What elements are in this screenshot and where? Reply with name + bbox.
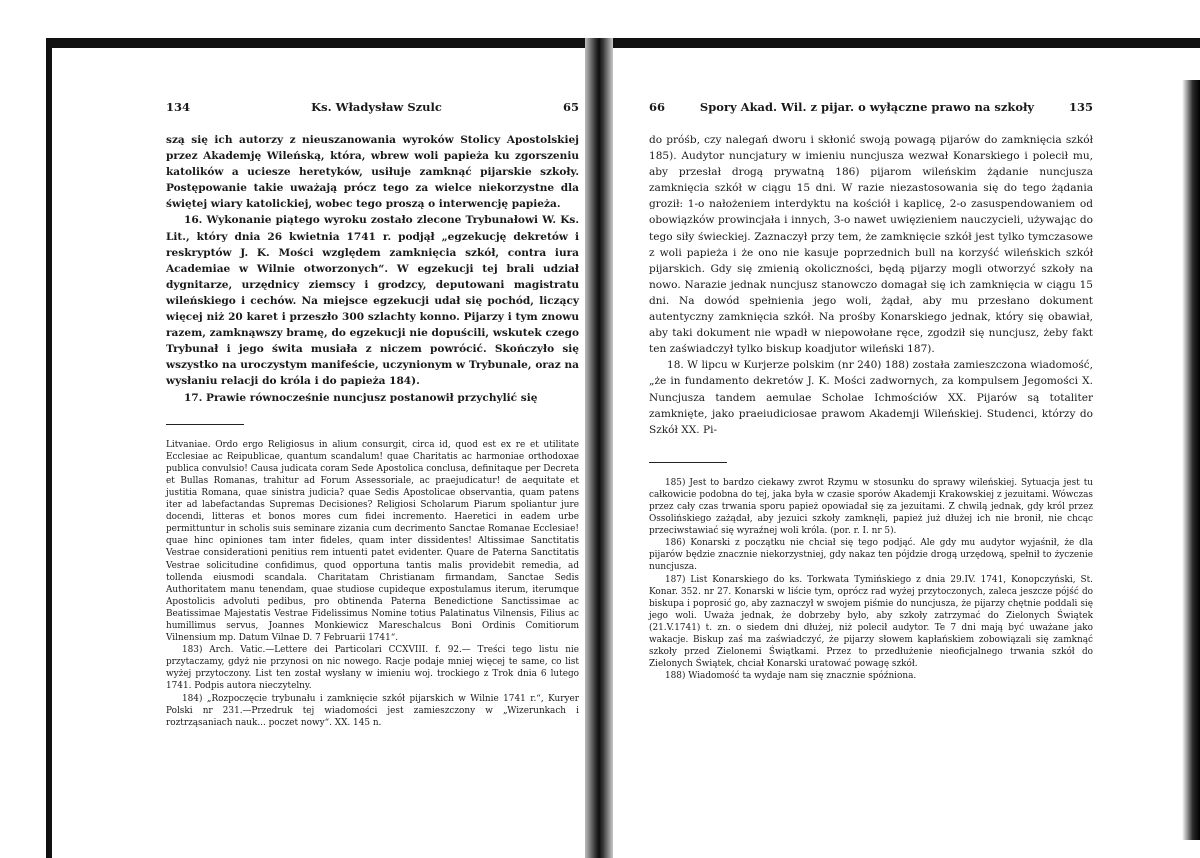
right-page [649, 100, 1093, 682]
left-page-number: 134 [166, 100, 191, 114]
footnote: 187) List Konarskiego do ks. Torkwata Tymińskiego z dnia 29.IV. 1741, Konopczyński, St. Konar. 352. nr 27. Konarski w liście tym, oprócz rad wyżej przytoczonych, zaleca jeszcze pójść do biskupa i poprosić go, aby zaznaczył w swojem piśmie do nuncjusza, że pijarzy chętnie poddali się jego woli. Uważa jednak, że dobrzeby było, aby szkoły zatrzymać do Zielonych Świątek (21.V.1741) t. zn. o siedem dni dłużej, niż polecił audytor. Te 7 dni mają być uważane jako wakacje. Biskup zaś ma zaświadczyć, że pijarzy słowem kapłańskiem zobowiązali się zamknąć szkoły przed Zielonemi Świątkami. Przez to przedłużenie nieoficjalnego trwania szkół do Zielonych Świątek, chciał Konarski uratować powagę szkół. [649, 574, 1093, 670]
footnote: 188) Wiadomość ta wydaje nam się znacznie spóźniona. [665, 671, 917, 682]
right-page-header [649, 100, 1093, 116]
right-paragraph: 18. W lipcu w Kurjerze polskim (nr 240) 188) została zamieszczona wiadomość, „że in fundamento dekretów J. K. Mości zadwornych, za kompulsem Jegomości X. Nuncjusza tandem aemulae Scholae Ichmościów XX. Pijarów są totaliter zamknięte, jako praeiudiciosae prawom Akademji Wileńskiej. Studenci, którzy do Szkół XX. Pi- [649, 359, 1093, 436]
left-page [166, 100, 579, 729]
scan-frame-top [46, 38, 1200, 48]
footnote: 184) „Rozpoczęcie trybunału i zamknięcie szkół pijarskich w Wilnie 1741 r.“, Kuryer Polski nr 231.—Przedruk tej wiadomości jest zamieszczony w „Wizerunkach i roztrząsaniach nauk... poczet nowy“. XX. 145 n. [166, 693, 579, 728]
left-footnotes [166, 439, 579, 729]
right-page-number: 135 [1068, 100, 1093, 114]
left-body [166, 132, 579, 406]
left-paragraph: szą się ich autorzy z nieuszanowania wyroków Stolicy Apostolskiej przez Akademję Wileńską, która, wbrew woli papieża ku zgorszeniu katolików a uciesze heretyków, usiłuje zamknąć pijarskie szkoły. Postępowanie takie uważają prócz tego za wielce niekorzystne dla świętej wiary katolickiej, wobec tego proszą o interwencję papieża. [166, 134, 579, 211]
left-running-title: Ks. Władysław Szulc [311, 100, 442, 114]
right-running-title: Spory Akad. Wil. z pijar. o wyłączne prawo na szkoły [699, 100, 1035, 114]
footnote-divider [649, 462, 727, 463]
book-gutter [585, 38, 613, 858]
scan-frame-left [46, 38, 52, 858]
footnote: 185) Jest to bardzo ciekawy zwrot Rzymu w stosunku do sprawy wileńskiej. Sytuacja jest tu całkowicie podobna do tej, jaka była w czasie sporów Akademji Krakowskiej z jezuitami. Wówczas przez cały czas trwania sporu papież opowiadał się za jezuitami. Z chwilą jednak, gdy król przez Ossolińskiego zażądał, aby jezuici szkoły zamknęli, papież już dłużej ich nie bronił, nie chcąc przeciwstawiać się wyraźnej woli króla. (por. r. I. nr 5). [649, 477, 1093, 537]
left-paragraph: 16. Wykonanie piątego wyroku zostało zlecone Trybunałowi W. Ks. Lit., który dnia 26 kwietnia 1741 r. podjął „egzekucję dekretów i reskryptów J. K. Mości względem zamknięcia szkół, contra iura Academiae w Wilnie otworzonych“. W egzekucji tej brali udział dygnitarze, urzędnicy ziemscy i grodzcy, deputowani magistratu wileńskiego i cechów. Na miejsce egzekucji udał się pochód, liczący więcej niż 20 karet i przeszło 300 szlachty konno. Pijarzy i tym znowu razem, zamknąwszy bramę, do egzekucji nie dopuścili, wskutek czego Trybunał i jego świta musiała z niczem powrócić. Skończyło się wszystko na uroczystym manifeście, uczynionym w Trybunale, oraz na wysłaniu relacji do króla i do papieża 184). [166, 214, 579, 388]
footnote: 186) Konarski z początku nie chciał się tego podjąć. Ale gdy mu audytor wyjaśnił, że dla pijarów będzie znacznie niekorzystniej, gdy nakaz ten pójdzie drogą urzędową, spełnił to życzenie nuncjusza. [649, 538, 1093, 573]
footnote: Litvaniae. Ordo ergo Religiosus in alium consurgit, circa id, quod est ex re et utilitate Ecclesiae ac Reipublicae, quantum scandalum! quae Charitatis ac harmoniae orthodoxae publica convulsio! Causa judicata coram Sede Apostolica conclusa, definitaque per Decreta et Bullas Romanas, trahitur ad Forum Assessoriale, ac praejudicatur! de aequitate et justitia Romana, quae sinistra judicia? quae Sedis Apostolicae observantia, quam patens iter ad labefactandas Supremas Decisiones? Religiosi Scholarum Piarum spoliantur jure docendi, litteras et bonos mores cum fidei incremento. Haeretici in eadem urbe permittuntur in scholis suis seminare zizania cum decrimento Sanctae Romanae Ecclesiae! quae hinc opiniones tam inter fideles, quam inter dissidentes! Altissimae Sanctitatis Vestrae considerationi penitius rem intuenti patet evidenter. Quare de Paterna Sanctitatis Vestrae solicitudine confidimus, quod opportuna tantis malis providebit remedia, ad tollenda eiusmodi scandala. Charitatam Christianam firmandam, Sanctae Sedis Authoritatem manu tenendam, quae studiose cupideque expostulamus iterum, iterumque Apostolicis advoluti pedibus, pro obtinenda Paterna Benedictione Sanctissimae ac Beatissimae Majestatis Vestrae Fidelissimus Nomine totius Palatinatus Vilnensis, Filius ac humillimus servus, Joannes Monkiewicz Mareschalcus Boni Ordinis Comitiorum Vilnensium mp. Datum Vilnae D. 7 Februarii 1741“. [166, 439, 579, 644]
left-page-header [166, 100, 579, 116]
right-body [649, 132, 1093, 438]
right-inner-number: 66 [649, 100, 666, 114]
left-paragraph: 17. Prawie równocześnie nuncjusz postanowił przychylić się [184, 391, 538, 404]
left-inner-number: 65 [562, 100, 579, 114]
right-footnotes [649, 477, 1093, 683]
footnote-divider [166, 424, 244, 425]
scan-edge-right [1182, 80, 1200, 840]
footnote: 183) Arch. Vatic.—Lettere dei Particolari CCXVIII. f. 92.— Treści tego listu nie przytaczamy, gdyż nie przynosi on nic nowego. Racje podaje mniej więcej te same, co list wyżej przytoczony. List ten został wysłany w imieniu woj. trockiego z Trok dnia 6 lutego 1741. Podpis autora nieczytelny. [166, 645, 579, 692]
right-paragraph: do próśb, czy nalegań dworu i skłonić swoją powagą pijarów do zamknięcia szkół 185). Audytor nuncjatury w imieniu nuncjusza wezwał Konarskiego i polecił mu, aby przesłał drogą prywatną 186) pijarom wileńskim żądanie nuncjusza zamknięcia szkół w ciągu 15 dni. W razie niezastosowania się do tego żądania groził: 1-o nałożeniem interdyktu na kościół i kaplicę, 2-o zasuspendowaniem od obowiązków prowincjała i innych, 3-o nawet uwięzieniem nauczycieli, używając do tego siły świeckiej. Zaznaczył przy tem, że zamknięcie szkół jest tylko tymczasowe z woli papieża i że ono nie kasuje poprzednich bull na korzyść wileńskich szkół pijarskich. Gdy się zmienią okoliczności, będą pijarzy mogli otworzyć szkoły na nowo. Narazie jednak nuncjusz stanowczo domagał się ich zamknięcia w ciągu 15 dni. Na dowód spełnienia jego woli, żądał, aby mu przesłano dokument autentyczny zamknięcia szkół. Na prośby Konarskiego jednak, który się obawiał, aby taki dokument nie wpadł w niepowołane ręce, zgodził się nuncjusz, żeby fakt ten zaświadczył tylko biskup koadjutor wileński 187). [649, 134, 1093, 356]
